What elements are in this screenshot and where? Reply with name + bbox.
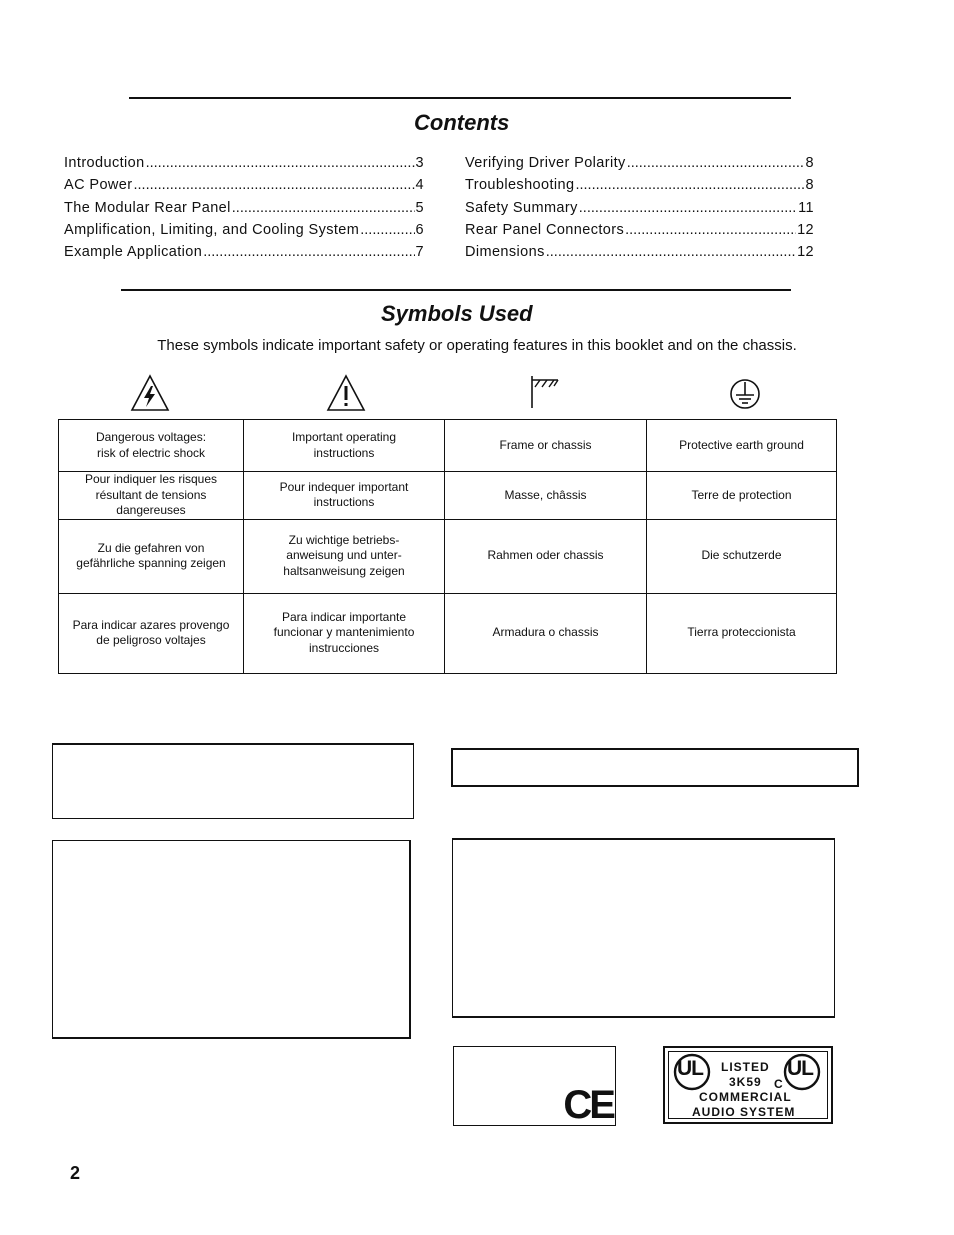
table-cell: Para indicar importante funcionar y mantenimiento instrucciones xyxy=(244,593,445,673)
table-cell: Terre de protection xyxy=(647,472,837,520)
table-row xyxy=(59,472,837,520)
toc-entry[interactable]: The Modular Rear Panel ..... 5 xyxy=(64,200,424,222)
table-cell: Protective earth ground xyxy=(647,420,837,472)
ul-c-mark: C xyxy=(774,1077,784,1091)
lightning-triangle-icon xyxy=(128,372,172,416)
contents-heading: Contents xyxy=(414,110,510,135)
table-row xyxy=(59,519,837,593)
toc-entry[interactable]: Dimensions ..... 12 xyxy=(465,244,814,266)
ul-listing-mark xyxy=(663,1046,833,1124)
page-number: 2 xyxy=(70,1163,81,1183)
table-cell: Zu die gefahren von gefährliche spanning zeigen xyxy=(59,519,244,593)
ul-file-code: 3K59 xyxy=(729,1075,762,1089)
table-cell: Tierra proteccionista xyxy=(647,593,837,673)
table-cell: Important operating instructions xyxy=(244,420,445,472)
ul-logo-text: UL xyxy=(677,1057,703,1080)
table-cell: Frame or chassis xyxy=(445,420,647,472)
exclamation-triangle-icon xyxy=(324,372,368,416)
symbols-intro: These symbols indicate important safety or operating features in this booklet and on the chassis. xyxy=(157,337,797,354)
top-rule xyxy=(129,97,791,99)
table-cell: Masse, châssis xyxy=(445,472,647,520)
table-row xyxy=(59,593,837,673)
ul-category-line-2: AUDIO SYSTEM xyxy=(692,1105,796,1119)
symbols-rule xyxy=(121,289,791,291)
table-row xyxy=(59,420,837,472)
toc-entry[interactable]: Example Application ..... 7 xyxy=(64,244,424,266)
ul-category-line-1: COMMERCIAL xyxy=(699,1090,792,1104)
ce-mark-box xyxy=(453,1046,616,1126)
toc-entry[interactable]: Rear Panel Connectors ..... 12 xyxy=(465,222,814,244)
toc-entry[interactable]: Amplification, Limiting, and Cooling System ..... 6 xyxy=(64,222,424,244)
symbols-heading: Symbols Used xyxy=(381,301,533,326)
table-cell: Rahmen oder chassis xyxy=(445,519,647,593)
empty-box xyxy=(451,748,859,787)
empty-box xyxy=(52,743,414,819)
table-cell: Pour indiquer les risques résultant de tensions dangereuses xyxy=(59,472,244,520)
toc-entry[interactable]: Introduction ..... 3 xyxy=(64,155,424,177)
empty-box xyxy=(452,838,835,1018)
toc-entry[interactable]: Safety Summary ..... 11 xyxy=(465,200,814,222)
ul-listed-label: LISTED xyxy=(721,1060,770,1074)
table-cell: Zu wichtige betriebs- anweisung und unter- haltsanweisung zeigen xyxy=(244,519,445,593)
toc-entry[interactable]: AC Power ..... 4 xyxy=(64,177,424,199)
table-cell: Die schutzerde xyxy=(647,519,837,593)
ul-logo-text: UL xyxy=(787,1057,813,1080)
toc-right-column xyxy=(465,155,814,266)
toc-entry[interactable]: Troubleshooting ..... 8 xyxy=(465,177,814,199)
table-cell: Armadura o chassis xyxy=(445,593,647,673)
empty-box xyxy=(52,840,411,1039)
symbols-table xyxy=(58,419,837,674)
protective-earth-icon xyxy=(723,372,767,416)
table-cell: Pour indequer important instructions xyxy=(244,472,445,520)
table-cell: Para indicar azares provengo de peligroso voltajes xyxy=(59,593,244,673)
chassis-ground-icon xyxy=(524,372,568,416)
ce-mark: CE xyxy=(563,1083,613,1127)
toc-left-column xyxy=(64,155,424,266)
table-cell: Dangerous voltages: risk of electric shock xyxy=(59,420,244,472)
toc-entry[interactable]: Verifying Driver Polarity ..... 8 xyxy=(465,155,814,177)
